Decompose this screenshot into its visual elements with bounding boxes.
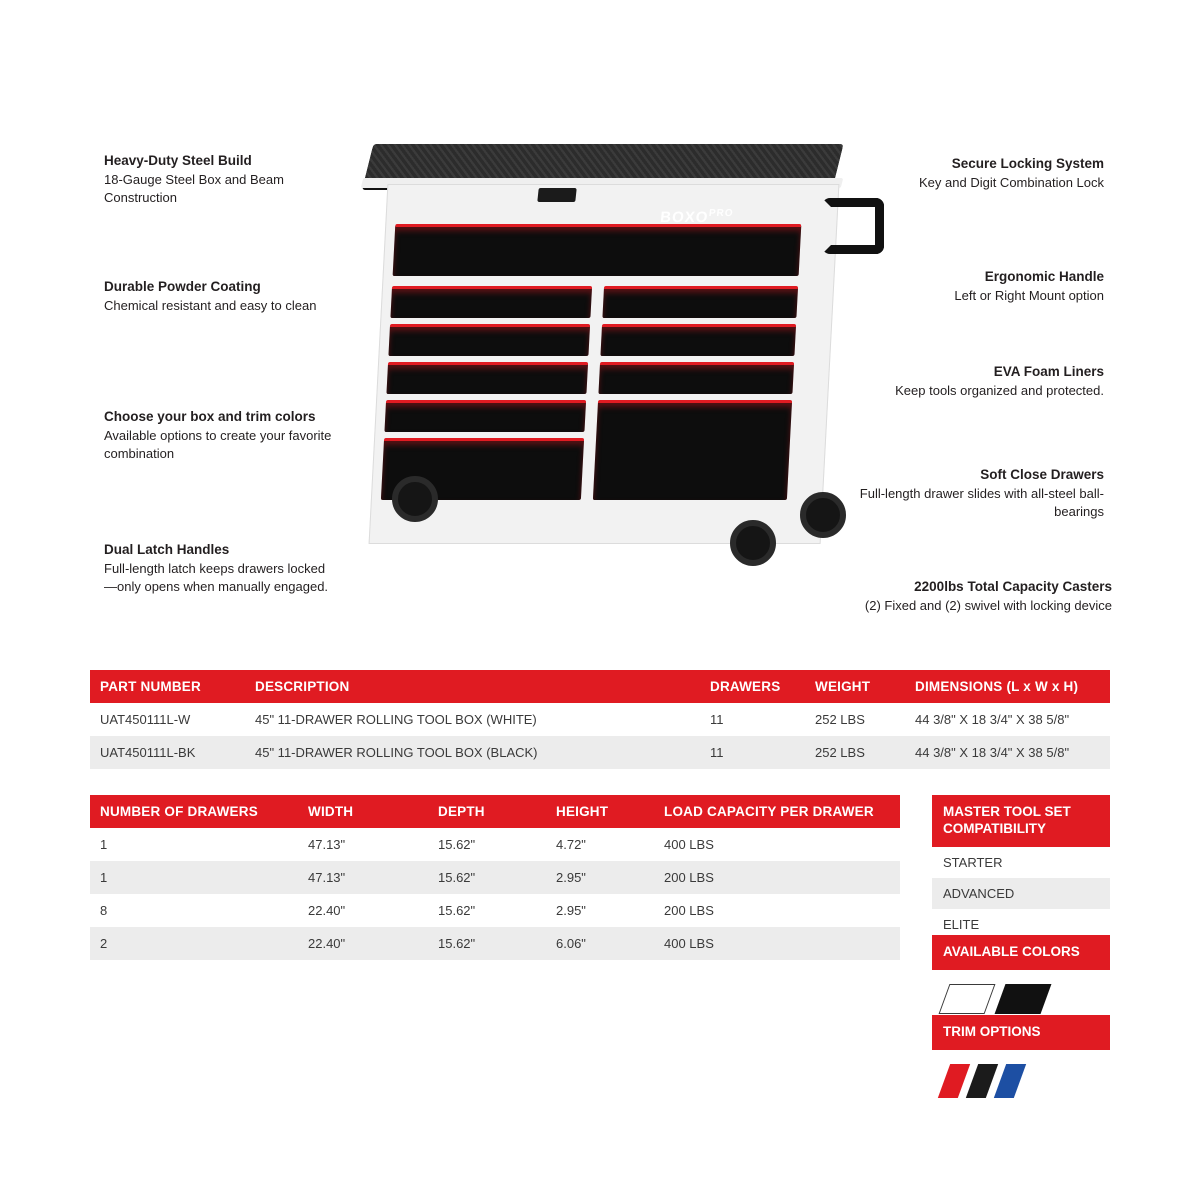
drawer-specification-table xyxy=(90,795,900,960)
cell-dimensions: 44 3/8" X 18 3/4" X 38 5/8" xyxy=(915,712,1070,727)
col-width: WIDTH xyxy=(298,795,428,828)
feature-choose-your-box-and-trim-colors xyxy=(104,408,334,462)
cell-height: 2.95" xyxy=(556,903,586,918)
trim-options-title: TRIM OPTIONS xyxy=(932,1015,1110,1050)
cell-description: 45" 11-DRAWER ROLLING TOOL BOX (BLACK) xyxy=(255,745,538,760)
feature-title: Dual Latch Handles xyxy=(104,542,230,557)
feature-title: Secure Locking System xyxy=(951,156,1104,171)
trim-options xyxy=(932,1015,1110,1102)
caster-front-right xyxy=(730,520,776,566)
master-tool-set-compatibility xyxy=(932,795,1110,940)
col-number-of-drawers: NUMBER OF DRAWERS xyxy=(90,795,298,828)
trim-black[interactable] xyxy=(966,1064,998,1098)
cell-weight: 252 LBS xyxy=(815,745,865,760)
table-header-row xyxy=(90,795,900,828)
cell-part-number: UAT450111L-BK xyxy=(100,745,196,760)
feature-title: Ergonomic Handle xyxy=(984,269,1104,284)
drawer-right-1 xyxy=(602,286,798,318)
feature-title: Choose your box and trim colors xyxy=(104,409,316,424)
drawer-left-4 xyxy=(384,400,586,432)
brand-suffix: PRO xyxy=(708,208,735,219)
col-drawers: DRAWERS xyxy=(700,670,805,703)
feature-heavy-duty-steel-build xyxy=(104,152,334,206)
table-row xyxy=(90,828,900,861)
cell-dimensions: 44 3/8" X 18 3/4" X 38 5/8" xyxy=(915,745,1070,760)
caster-front-left xyxy=(392,476,438,522)
cell-weight: 252 LBS xyxy=(815,712,865,727)
cell-depth: 15.62" xyxy=(438,903,476,918)
available-colors xyxy=(932,935,1110,1018)
col-height: HEIGHT xyxy=(546,795,654,828)
table-row xyxy=(90,861,900,894)
table-row xyxy=(90,736,1110,769)
drawer-right-3 xyxy=(598,362,794,394)
cell-height: 2.95" xyxy=(556,870,586,885)
cell-width: 22.40" xyxy=(308,903,346,918)
cell-width: 47.13" xyxy=(308,837,346,852)
feature-body: (2) Fixed and (2) swivel with locking device xyxy=(864,598,1112,614)
col-part-number: PART NUMBER xyxy=(90,670,245,703)
feature-title: Heavy-Duty Steel Build xyxy=(104,153,252,168)
feature-title: Durable Powder Coating xyxy=(104,279,261,294)
feature-body: Full-length latch keeps drawers locked—only opens when manually engaged. xyxy=(104,561,329,594)
part-number-table xyxy=(90,670,1110,769)
cell-drawers: 11 xyxy=(710,745,724,760)
cell-description: 45" 11-DRAWER ROLLING TOOL BOX (WHITE) xyxy=(255,712,537,727)
cell-height: 4.72" xyxy=(556,837,586,852)
feature-dual-latch-handles xyxy=(104,541,334,595)
cell-drawers: 1 xyxy=(100,837,108,852)
feature-body: Chemical resistant and easy to clean xyxy=(104,298,317,314)
trim-red[interactable] xyxy=(938,1064,970,1098)
feature-ergonomic-handle xyxy=(854,268,1104,305)
option-elite[interactable]: ELITE xyxy=(943,916,980,932)
trim-swatch-list xyxy=(932,1050,1110,1102)
cell-height: 6.06" xyxy=(556,936,586,951)
col-depth: DEPTH xyxy=(428,795,546,828)
option-advanced[interactable]: ADVANCED xyxy=(932,878,1110,909)
feature-body: Keep tools organized and protected. xyxy=(895,383,1104,399)
product-image xyxy=(330,120,860,620)
brand-name: BOXO xyxy=(659,209,710,226)
master-tool-set-title: MASTER TOOL SET COMPATIBILITY xyxy=(932,795,1110,847)
feature-body: 18-Gauge Steel Box and Beam Construction xyxy=(104,172,284,205)
feature-durable-powder-coating xyxy=(104,278,334,315)
cell-width: 47.13" xyxy=(308,870,346,885)
cell-depth: 15.62" xyxy=(438,837,476,852)
feature-eva-foam-liners xyxy=(854,363,1104,400)
drawer-right-2 xyxy=(600,324,796,356)
cell-load: 200 LBS xyxy=(664,903,714,918)
col-description: DESCRIPTION xyxy=(245,670,700,703)
lock-icon xyxy=(537,188,576,202)
feature-soft-close-drawers xyxy=(854,466,1104,520)
cell-drawers: 1 xyxy=(100,870,108,885)
drawer-left-2 xyxy=(388,324,590,356)
drawer-right-4 xyxy=(593,400,792,500)
col-dimensions: DIMENSIONS (L x W x H) xyxy=(905,670,1110,703)
col-weight: WEIGHT xyxy=(805,670,905,703)
cell-drawers: 2 xyxy=(100,936,108,951)
cell-part-number: UAT450111L-W xyxy=(100,712,191,727)
available-colors-title: AVAILABLE COLORS xyxy=(932,935,1110,970)
feature-body: Available options to create your favorite combination xyxy=(104,428,332,461)
feature-body: Left or Right Mount option xyxy=(954,288,1104,304)
swatch-white[interactable] xyxy=(939,984,996,1014)
swatch-black[interactable] xyxy=(995,984,1052,1014)
side-handle xyxy=(822,198,884,254)
brand-logo xyxy=(659,208,772,232)
option-starter[interactable]: STARTER xyxy=(943,854,1003,870)
trim-blue[interactable] xyxy=(994,1064,1026,1098)
cell-width: 22.40" xyxy=(308,936,346,951)
toolbox-drawer-face xyxy=(377,194,815,534)
feature-title: 2200lbs Total Capacity Casters xyxy=(914,579,1112,594)
table-header-row xyxy=(90,670,1110,703)
cell-depth: 15.62" xyxy=(438,936,476,951)
feature-body: Key and Digit Combination Lock xyxy=(919,175,1104,191)
color-swatch-list xyxy=(932,970,1110,1018)
col-load-capacity: LOAD CAPACITY PER DRAWER xyxy=(654,795,900,828)
drawer-left-3 xyxy=(386,362,588,394)
cell-load: 200 LBS xyxy=(664,870,714,885)
feature-secure-locking-system xyxy=(854,155,1104,192)
table-row xyxy=(90,927,900,960)
cell-depth: 15.62" xyxy=(438,870,476,885)
cell-drawers: 8 xyxy=(100,903,108,918)
feature-title: Soft Close Drawers xyxy=(980,467,1104,482)
feature-title: EVA Foam Liners xyxy=(993,364,1104,379)
cell-drawers: 11 xyxy=(710,712,724,727)
table-row xyxy=(90,703,1110,736)
table-row xyxy=(90,894,900,927)
drawer-left-1 xyxy=(390,286,592,318)
cell-load: 400 LBS xyxy=(664,837,714,852)
cell-load: 400 LBS xyxy=(664,936,714,951)
caster-rear-left xyxy=(800,492,846,538)
feature-body: Full-length drawer slides with all-steel ball-bearings xyxy=(859,486,1104,519)
